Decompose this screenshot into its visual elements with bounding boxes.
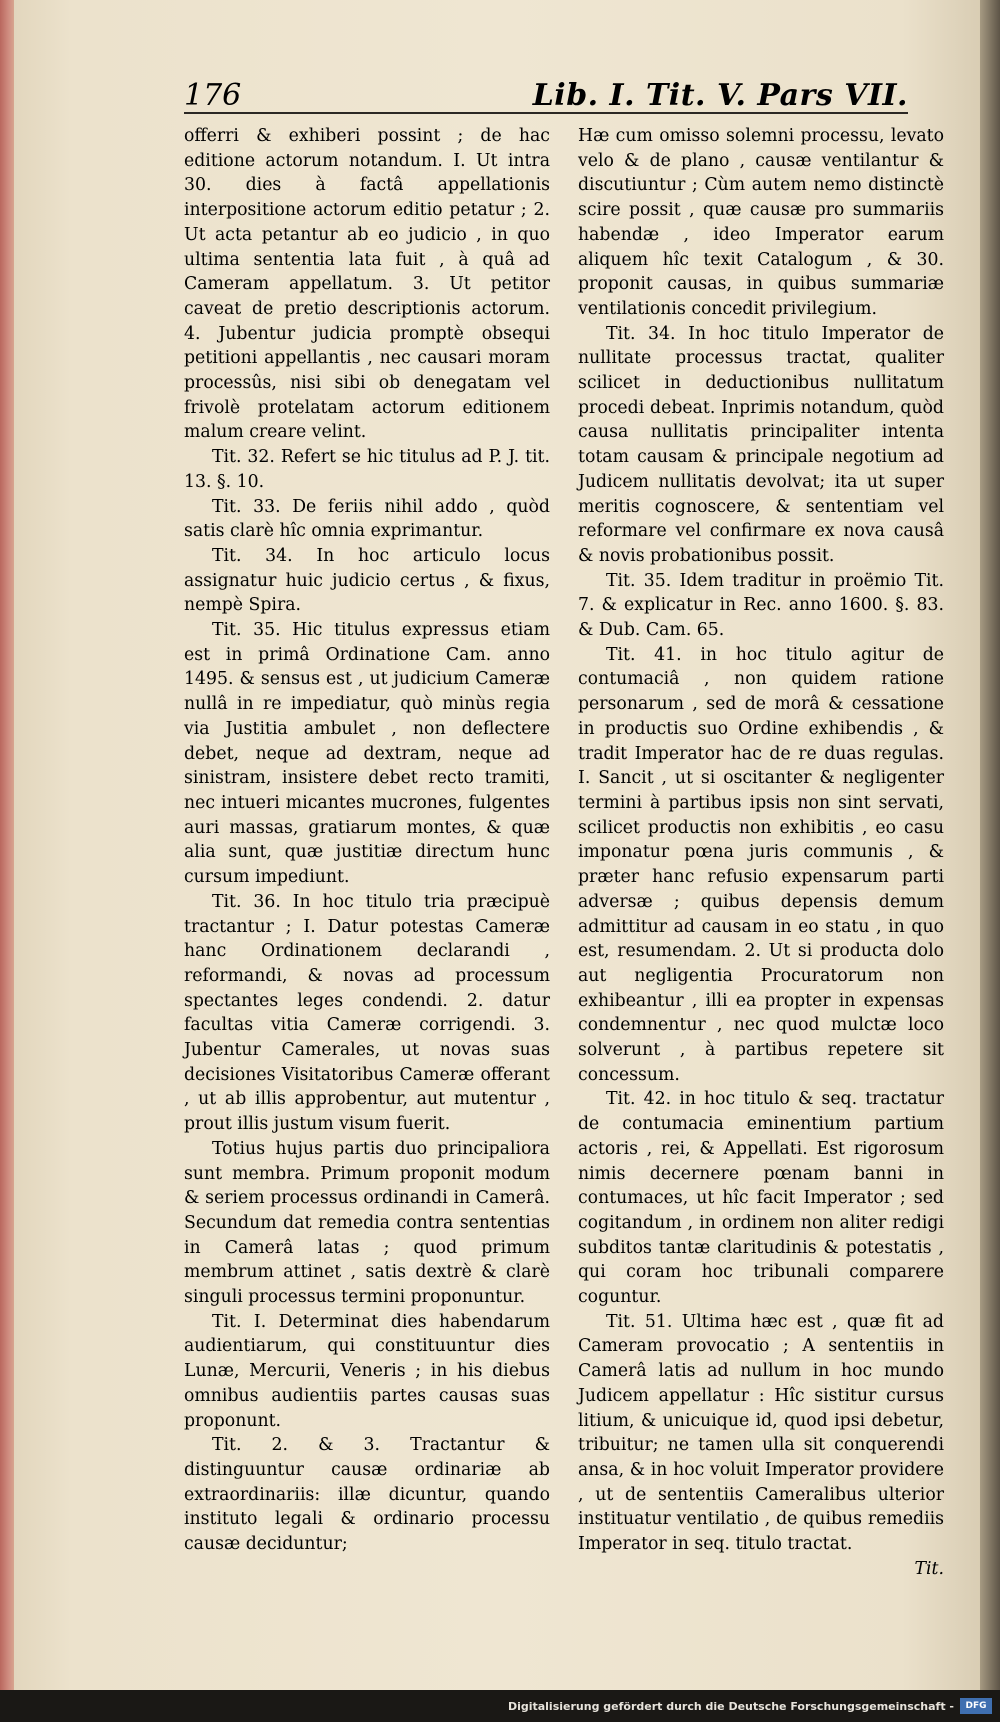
paragraph: Tit. 51. Ultima hæc est , quæ fit ad Cameram provocatio ; A sententiis in Camerâ latis ad nullum in hoc mundo Judicem appellatur : Hîc sistitur cursus litium, & unicuique id, quod ipsi debetur, tribuitur; ne tamen ulla sit conquerendi ansa, & in hoc voluit Imperator providere , ut de sententiis Cameralibus ulterior instituatur ventilatio , de quibus remediis Imperator in seq. titulo tractat. [578,1311,944,1555]
paragraph: offerri & exhiberi possint ; de hac editione actorum notandum. I. Ut intra 30. dies à factâ appellationis interpositione actorum editio petatur ; 2. Ut acta petantur ab eo judicio , in quo ultima sententia lata fuit , à quâ ad Cameram appellatum. 3. Ut petitor caveat de pretio descriptionis actorum. 4. Jubentur judicia promptè obsequi petitioni appellantis , nec causari moram processûs, nisi sibi ob denegatam vel frivolè protelatam actorum editionem malum creare velint. [184,126,550,443]
paragraph: Tit. 34. In hoc titulo Imperator de nullitate processus tractat, qualiter scilicet in deductionibus nullitatum procedi debeat. Inprimis notandum, quòd causa nullitatis principaliter intenta totam causam & principale negotium ad Judicem nullitatis devolvat; ita ut super meritis cognoscere, & sententiam vel reformare vel confirmare ex nova causâ & novis probationibus possit. [578,323,944,566]
paragraph: Tit. 35. Idem traditur in proëmio Tit. 7. & explicatur in Rec. anno 1600. §. 83. & Dub. Cam. 65. [578,570,944,641]
header-rule [184,112,908,114]
left-text-column [184,124,550,1557]
paragraph: Tit. 33. De feriis nihil addo , quòd satis clarè hîc omnia exprimantur. [184,496,550,542]
paragraph: Tit. I. Determinat dies habendarum audientiarum, qui constituuntur dies Lunæ, Mercurii, Veneris ; in his diebus omnibus audientiis partes causas suas proponunt. [184,1311,550,1431]
digitization-credit: Digitalisierung gefördert durch die Deutsche Forschungsgemeinschaft - [507,1700,954,1713]
page-gutter-shadow [980,0,1000,1690]
paragraph: Tit. [914,1558,944,1579]
paragraph: Tit. 35. Hic titulus expressus etiam est in primâ Ordinatione Cam. anno 1495. & sensus est , ut judicium Cameræ nullâ in re impediatur, quò minùs regia via Justitia ambulet , non deflectere debet, neque ad dextram, neque ad sinistram, insistere debet recto tramiti, nec intueri micantes mucrones, fulgentes auri massas, gratiarum montes, & quæ alia sunt, quæ justitiæ directum hunc cursum impediunt. [184,620,550,888]
paragraph: Tit. 42. in hoc titulo & seq. tractatur de contumacia eminentium partium actoris , rei, & Appellati. Est rigorosum nimis decernere pœnam banni in contumaces, ut hîc facit Imperator ; sed cogitandum , in ordinem non aliter redigi subditos tantæ claritudinis & potestatis , qui coram hoc tribunali comparere coguntur. [578,1089,944,1308]
paragraph: Tit. 32. Refert se hic titulus ad P. J. tit. 13. §. 10. [184,447,550,492]
paragraph: Tit. 41. in hoc titulo agitur de contumaciâ , non quidem ratione personarum , sed de morâ & cessatione in productis suo Ordine exhibendis , & tradit Imperator hac de re duas regulas. I. Sancit , ut si oscitanter & negligenter termini à partibus ipsis non sint servati, scilicet productis non exhibitis , eo casu imponatur pœna juris communis , & præter hanc refusio expensarum parti adversæ ; quibus depensis demum admittitur ad causam in eo statu , in quo est, resumendam. 2. Ut si producta dolo aut negligentia Procuratorum non exhibeantur , illi ea propter in expensas condemnentur , nec quod mulctæ loco solverunt , à partibus repetere sit concessum. [578,644,944,1085]
page-edge [0,0,14,1690]
right-text-column [578,124,944,1581]
paragraph: Tit. 34. In hoc articulo locus assignatur huic judicio certus , & fixus, nempè Spira. [184,545,550,616]
paragraph: Totius hujus partis duo principaliora sunt membra. Primum proponit modum & seriem processus ordinandi in Camerâ. Secundum dat remedia contra sententias in Camerâ latas ; quod primum membrum attinet , satis dextrè & clarè singuli processus termini proponuntur. [184,1138,550,1308]
page-number: 176 [184,78,242,113]
paragraph: Hæ cum omisso solemni processu, levato velo & de plano , causæ ventilantur & discutiuntur ; Cùm autem nemo distinctè scire possit , quæ causæ pro summariis habendæ , ideo Imperator earum aliquem hîc texit Catalogum , & 30. proponit causas, in quibus summariæ ventilationis concedit privilegium. [578,126,944,319]
dfg-logo: DFG [960,1698,992,1714]
paragraph: Tit. 2. & 3. Tractantur & distinguuntur causæ ordinariæ ab extraordinariis: illæ dicuntur, quando instituto legali & ordinario processu causæ deciduntur; [184,1435,550,1555]
paragraph: Tit. 36. In hoc titulo tria præcipuè tractantur ; I. Datur potestas Cameræ hanc Ordinationem declarandi , reformandi, & novas ad processum spectantes leges condendi. 2. datur facultas vitia Cameræ corrigendi. 3. Jubentur Camerales, ut novas suas decisiones Visitatoribus Cameræ offerant , ut ab illis approbentur, aut mutentur , prout illis justum visum fuerit. [184,891,550,1135]
running-head: Lib. I. Tit. V. Pars VII. [532,78,908,113]
